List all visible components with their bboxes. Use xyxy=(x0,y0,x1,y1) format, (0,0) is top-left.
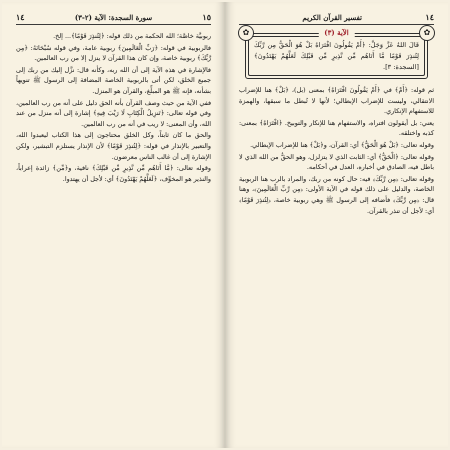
left-page-header-title: سورة السجدة: الآية (٢-٣) xyxy=(74,12,153,22)
left-page-number: ١٤ xyxy=(16,12,25,22)
paragraph: وقوله تعالى: ﴿مِن رَّبِّكَ﴾ فيه: حال كونه من ربك، والمراد بالرب هنا الربوبية الخاصة، والدليل على ذلك قوله في الآية الأولى: ﴿مِن رَّبِّ الْعَالَمِينَ﴾، وهنا قال: ﴿مِن رَّبِّكَ﴾ فأضافه إلى الرسول ﷺ وهي ربوبية خاصة، ﴿لِتُنذِرَ قَوْمًا﴾ أي: لأجل أن تنذر بالقرآن. xyxy=(239,174,434,215)
ayah-title: الآية (٣) xyxy=(318,28,354,37)
right-page-body xyxy=(239,85,434,216)
right-page-header xyxy=(239,12,434,25)
paragraph: فالإشارة في هذه الآية إلى أن الله ربه، وكأنه قال: نزَّل إليك من ربك إلى جميع الخلق، لكن أتى بالربوبية الخاصة المضافة إلى الرسول ﷺ تنويهاً بشأنه، فإنه ﷺ هو المبلِّغ، والقرآن هو المنزل. xyxy=(16,65,211,95)
paragraph: وقوله تعالى: ﴿مَّا أَتَاهُم مِّن نَّذِيرٍ مِّن قَبْلِكَ﴾ نافية، و﴿مِّن﴾ زائدة إعراباً، والنذير هو المخوِّف، ﴿لَعَلَّهُمْ يَهْتَدُونَ﴾ أي: لأجل أن يهتدوا. xyxy=(16,164,211,183)
paragraph: ففي الآية من حيث وصف القرآن بأنه الحق دليل على أنه من رب العالمين، وفي قوله تعالى: ﴿تَنزِيلُ الْكِتَابِ لَا رَيْبَ فِيهِ﴾ إشارة إلى أنه منزل من عند الله، وأن المعنى: لا ريب في أنه من رب العالمين. xyxy=(16,98,211,128)
left-page-header xyxy=(16,12,211,25)
paragraph: فالربوبية في قوله: ﴿رَبِّ الْعَالَمِينَ﴾ ربوبية عامة، وفي قوله سُبْحَانَهُ: ﴿مِن رَّبِّكَ﴾ ربوبية خاصة، وإن كان هذا القرآن لا ينزل إلا من رب العالمين. xyxy=(16,43,211,63)
left-page-number-right: ١٥ xyxy=(202,12,211,22)
paragraph: يعني: بل أيقولون افتراه، والاستفهام هنا للإنكار والتوبيخ. ﴿افْتَرَاهُ﴾ بمعنى: كذبه واختلقه. xyxy=(239,118,434,138)
book-spread xyxy=(2,2,448,448)
paragraph: وقوله تعالى: ﴿الْحَقُّ﴾ أي: الثابت الذي لا يتزلزل، وهو الحقُّ من الله الذي لا باطل فيه، الصادق في أخباره، العدل في أحكامه. xyxy=(239,152,434,172)
paragraph: وقوله تعالى: ﴿بَلْ هُوَ الْحَقُّ﴾ أي: القرآن، و﴿بَلْ﴾ هنا للإضراب الإبطالي. xyxy=(250,140,434,149)
ayah-frame xyxy=(242,28,431,79)
paragraph: والحق ما كان ثابتاً، وكل الخلق محتاجون إلى هذا الكتاب ليعبدوا الله، والتعبير بالإنذار في قوله: ﴿لِتُنذِرَ قَوْمًا﴾ لأن الإنذار يستلزم التبشير، ولكن الإشارة إلى أن غالب الناس معرضون. xyxy=(16,131,211,161)
right-page xyxy=(225,2,448,448)
right-page-number: ١٤ xyxy=(425,12,434,22)
right-page-header-title: تفسير القرآن الكريم xyxy=(302,12,362,22)
left-page-body xyxy=(16,31,211,184)
left-page xyxy=(2,2,225,448)
paragraph: ثم قوله: ﴿أَمْ﴾ في ﴿أَمْ يَقُولُونَ افْتَرَاهُ﴾ بمعنى (بل)، ﴿بَلْ﴾ هنا للإضراب الانتقالي، وليست للإضراب الإبطالي؛ لأنها لا تُبطل ما سبقها، والهمزة للاستفهام الإنكاري. xyxy=(239,86,434,116)
paragraph: ربوبيَّة خاصَّة؛ الله الحكمة من ذلك قوله: ﴿لِتُنذِرَ قَوْمًا﴾... إلخ. xyxy=(53,32,211,40)
ornament-icon: ✿ xyxy=(419,25,435,41)
ornament-icon: ✿ xyxy=(238,25,254,41)
ayah-text: قَالَ اللهُ عَزَّ وَجَلَّ: ﴿أَمْ يَقُولُونَ افْتَرَاهُ بَلْ هُوَ الْحَقُّ مِن رَّبِّكَ لِتُنذِرَ قَوْمًا مَّا أَتَاهُم مِّن نَّذِيرٍ مِّن قَبْلِكَ لَعَلَّهُمْ يَهْتَدُونَ﴾ [السجدة: ٣]. xyxy=(254,41,419,71)
